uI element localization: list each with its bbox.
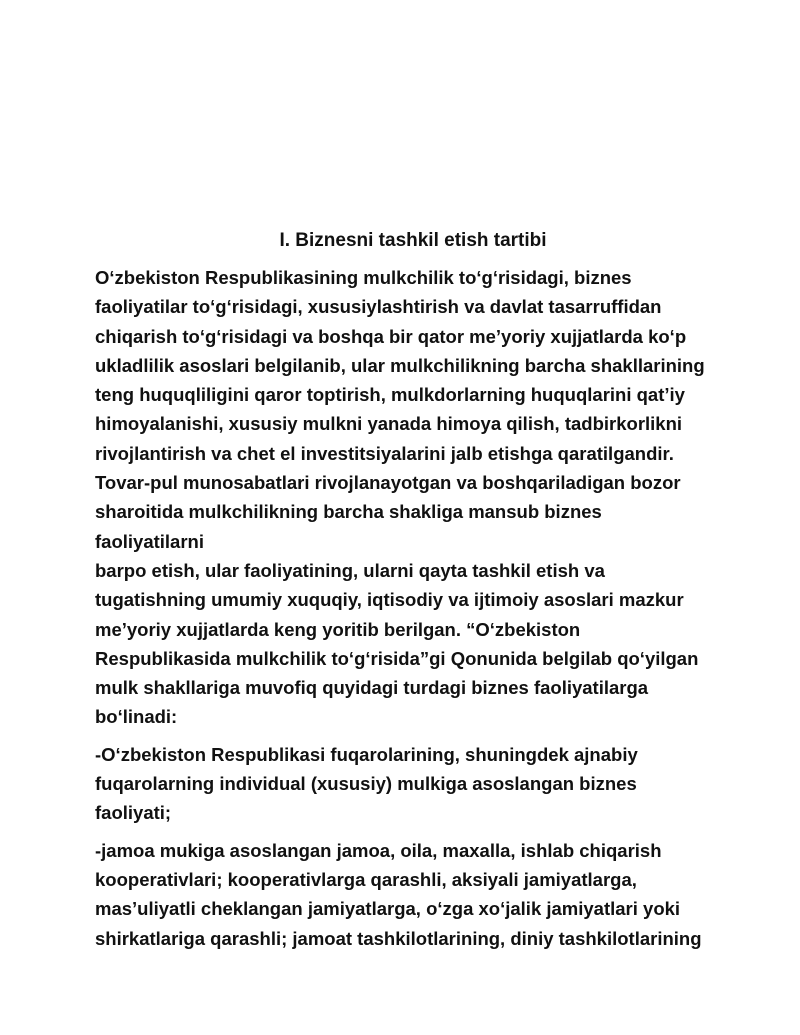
section-title: I. Biznesni tashkil etish tartibi [279, 230, 547, 251]
paragraph-collective-business: -jamoa mukiga asoslangan jamoa, oila, maxalla, ishlab chiqarish kooperativlari; kooperativlarga qarashli, aksiyali jamiyatlarga, mas’uliyatli cheklangan jamiyatlarga, o‘zga xo‘jalik jamiyatlari yoki shirkatlariga qarashli; jamoat tashkilotlarining, diniy tashkilotlarining [95, 839, 702, 949]
paragraph-intro: O‘zbekiston Respublikasining mulkchilik to‘g‘risidagi, biznes faoliyatilar to‘g‘risidagi, xususiylashtirish va davlat tasarruffidan chiqarish to‘g‘risidagi va boshqa bir qator me’yoriy xujjatlarda ko‘p ukladlilik asoslari belgilanib, ular mulkchilikning barcha shakllarining teng huquqliligini qaror toptirish, mulkdorlarning huquqlarini qat’iy himoyalanishi, xususiy mulkni yanada himoya qilish, tadbirkorlikni rivojlantirish va chet el investitsiyalarini jalb etishga qaratilgandir. Tovar-pul munosabatlari rivojlanayotgan va boshqariladigan bozor sharoitida mulkchilikning barcha shakliga mansub biznes faoliyatilarni barpo etish, ular faoliyatining, ularni qayta tashkil etish va tugatishning umumiy xuquqiy, iqtisodiy va ijtimoiy asoslari mazkur me’yoriy xujjatlarda keng yoritib berilgan. “O‘zbekiston Respublikasida mulkchilik to‘g‘risida”gi Qonunida belgilab qo‘yilgan mulk shakllariga muvofiq quyidagi turdagi biznes faoliyatilarga bo‘linadi: [95, 267, 705, 728]
document-body [95, 226, 715, 961]
paragraph-individual-business: -O‘zbekiston Respublikasi fuqarolarining, shuningdek ajnabiy fuqarolarning individual (xususiy) mulkiga asoslangan biznes faoliyati; [95, 743, 638, 824]
